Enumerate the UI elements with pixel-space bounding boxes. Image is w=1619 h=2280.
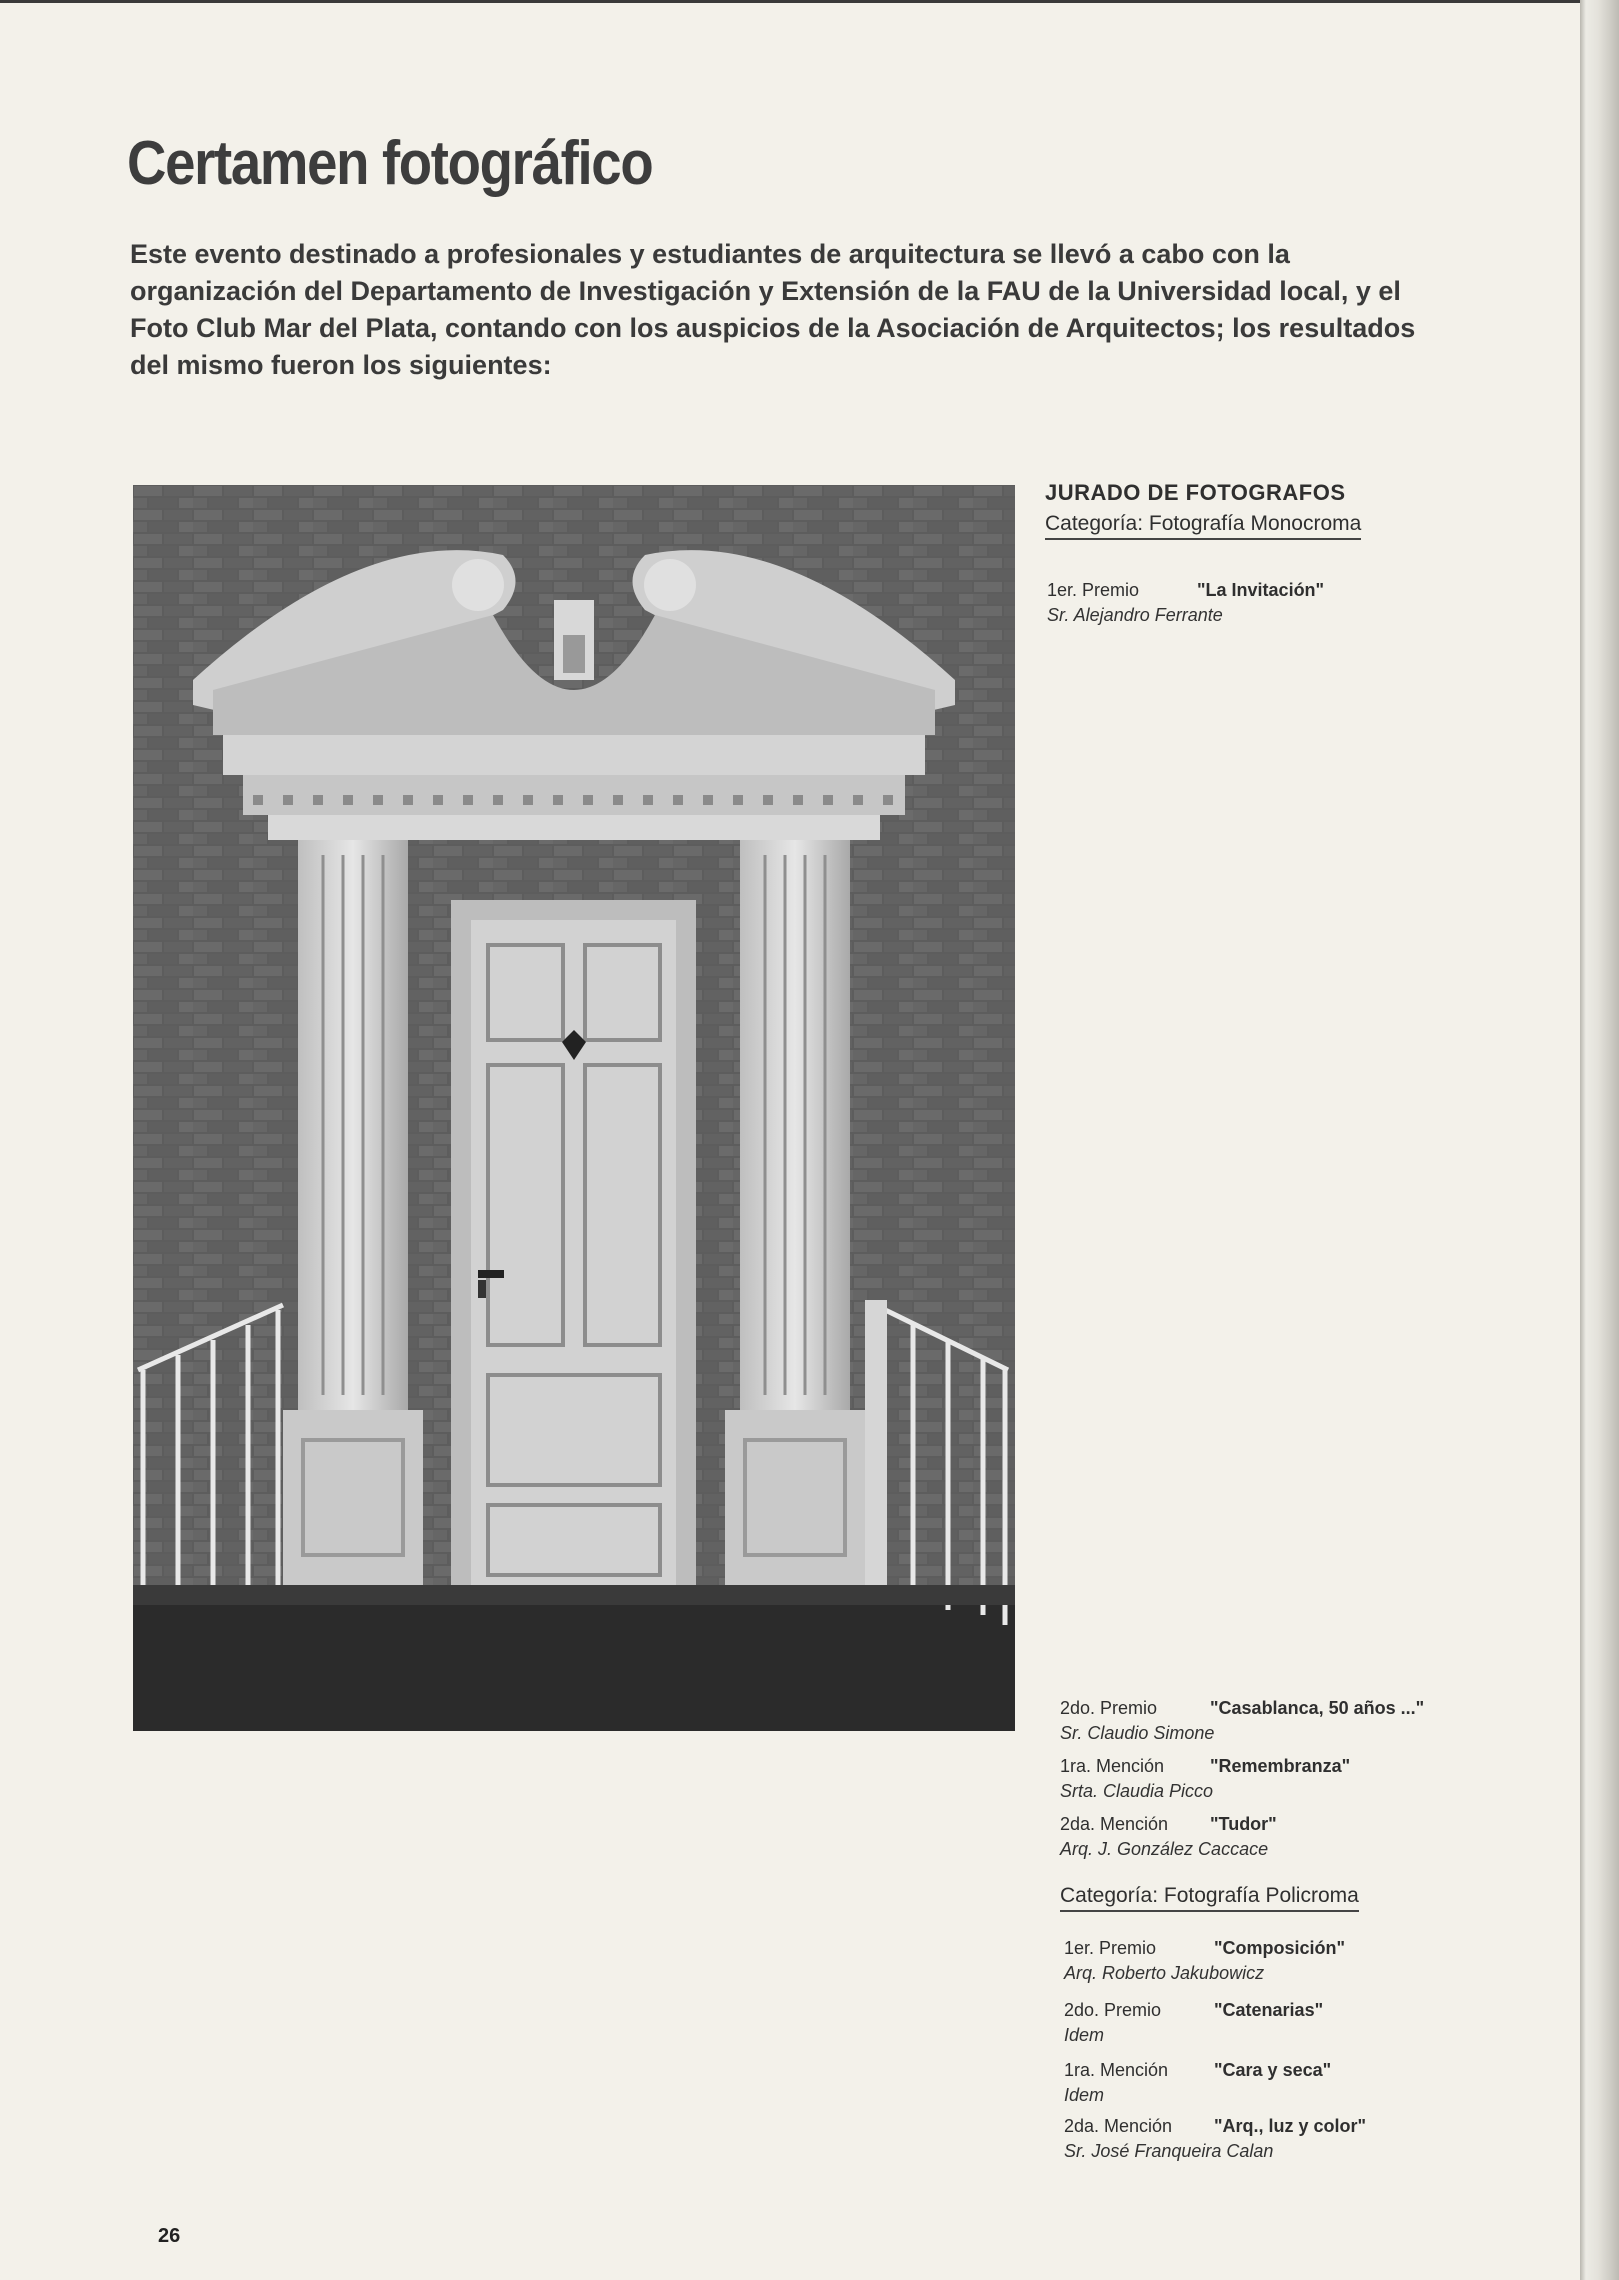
entry-author: Idem: [1064, 2025, 1105, 2045]
entry-author: Sr. José Franqueira Calan: [1064, 2141, 1274, 2161]
entry-work: "La Invitación": [1197, 580, 1325, 600]
entry-author: Srta. Claudia Picco: [1060, 1781, 1214, 1801]
entry-rank: 1er. Premio: [1047, 580, 1140, 600]
polychrome-entry-1: [1064, 1938, 1484, 1984]
doorway-photograph: [133, 485, 1015, 1731]
page-number: 26: [158, 2225, 181, 2247]
monochrome-entry-3: [1060, 1756, 1480, 1802]
polychrome-entry-2: [1064, 2000, 1484, 2046]
entry-work: "Cara y seca": [1214, 2060, 1332, 2080]
entry-work: "Composición": [1214, 1938, 1346, 1958]
entry-rank: 1ra. Mención: [1064, 2060, 1169, 2080]
entry-author: Arq. J. González Caccace: [1060, 1839, 1269, 1859]
polychrome-entry-3: [1064, 2060, 1484, 2106]
entry-author: Sr. Claudio Simone: [1060, 1723, 1215, 1743]
entry-author: Sr. Alejandro Ferrante: [1047, 605, 1223, 625]
entry-work: "Tudor": [1210, 1814, 1277, 1834]
monochrome-entry-4: [1060, 1814, 1480, 1860]
entry-rank: 2do. Premio: [1064, 2000, 1162, 2020]
entry-author: Idem: [1064, 2085, 1105, 2105]
monochrome-category-label: Categoría: Fotografía Monocroma: [1045, 512, 1361, 540]
polychrome-entry-4: [1064, 2116, 1484, 2162]
entry-work: "Casablanca, 50 años ...": [1210, 1698, 1425, 1718]
entry-work: "Remembranza": [1210, 1756, 1351, 1776]
entry-rank: 1er. Premio: [1064, 1938, 1157, 1958]
monochrome-results: [1045, 480, 1465, 540]
monochrome-entry-1: [1047, 580, 1467, 626]
page-title: Certamen fotográfico: [127, 129, 653, 198]
entry-author: Arq. Roberto Jakubowicz: [1064, 1963, 1265, 1983]
entry-rank: 2do. Premio: [1060, 1698, 1158, 1718]
entry-rank: 2da. Mención: [1060, 1814, 1169, 1834]
jury-heading: JURADO DE FOTOGRAFOS: [1045, 480, 1346, 505]
entry-work: "Arq., luz y color": [1214, 2116, 1367, 2136]
polychrome-category-label: Categoría: Fotografía Policroma: [1060, 1884, 1359, 1912]
page-right-edge: [1580, 0, 1619, 2280]
entry-rank: 1ra. Mención: [1060, 1756, 1165, 1776]
entry-work: "Catenarias": [1214, 2000, 1324, 2020]
intro-paragraph: Este evento destinado a profesionales y estudiantes de arquitectura se llevó a cabo con la organización del Departamento de Investigación y Extensión de la FAU de la Universidad local, y el Foto Club Mar del Plata, contando con los auspicios de la Asociación de Arquitectos; los resultados del mismo fueron los siguientes:: [130, 239, 1416, 380]
monochrome-entry-2: [1060, 1698, 1480, 1744]
page-top-edge: [0, 0, 1580, 3]
entry-rank: 2da. Mención: [1064, 2116, 1173, 2136]
